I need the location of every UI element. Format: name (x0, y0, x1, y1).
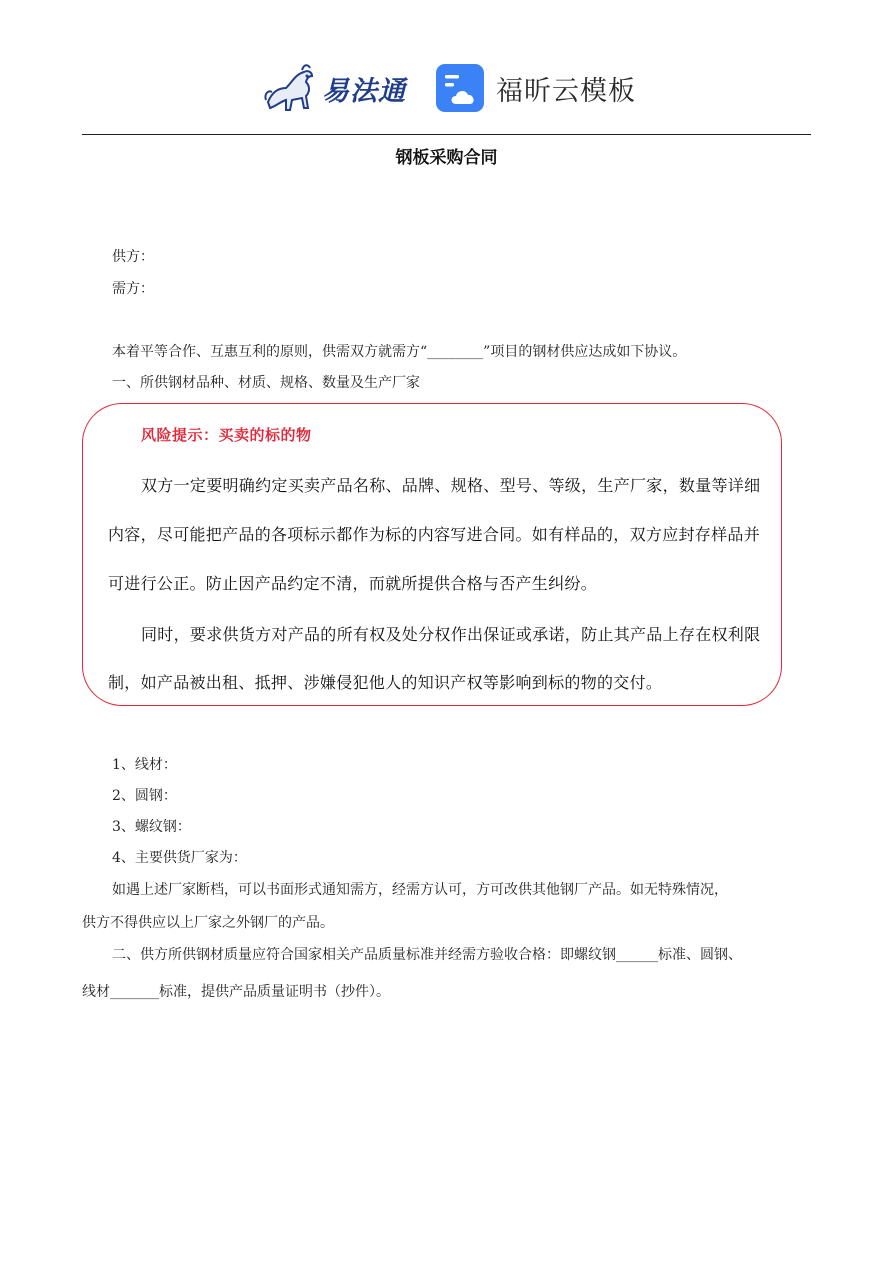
buyer-label: 需方： (112, 281, 154, 297)
list-item-rebar: 3、螺纹钢： (112, 819, 191, 835)
risk-text-line: 可进行公正。防止因产品约定不清，而就所提供合格与否产生纠纷。 (108, 574, 598, 593)
discontinue-paragraph-line2: 供方不得供应以上厂家之外钢厂的产品。 (82, 915, 334, 931)
header-divider (82, 134, 811, 135)
list-item-wire-rod: 1、线材： (112, 757, 177, 773)
discontinue-paragraph-line1: 如遇上述厂家断档，可以书面形式通知需方，经需方认可，方可改供其他钢厂产品。如无特殊情况， (112, 882, 728, 898)
supplier-label: 供方： (112, 249, 154, 265)
risk-text-line: 内容，尽可能把产品的各项标示都作为标的内容写进合同。如有样品的，双方应封存样品并 (108, 525, 761, 544)
section-2-line1: 二、供方所供钢材质量应符合国家相关产品质量标准并经需方验收合格：即螺纹钢______标准、圆钢、 (112, 947, 742, 963)
fuxin-logo-text: 福昕云模板 (496, 75, 636, 107)
risk-warning-box (82, 403, 782, 706)
list-item-main-suppliers: 4、主要供货厂家为： (112, 850, 247, 866)
document-title: 钢板采购合同 (395, 148, 498, 168)
yifatong-logo (262, 62, 406, 114)
cloud-document-icon (436, 64, 484, 112)
risk-text-line: 同时，要求供货方对产品的所有权及处分权作出保证或承诺，防止其产品上存在权利限 (141, 625, 761, 644)
yifatong-logo-text: 易法通 (322, 75, 406, 107)
fuxin-logo (436, 64, 636, 112)
section-2-line2: 线材_______标准，提供产品质量证明书（抄件）。 (82, 984, 390, 1000)
risk-warning-title: 风险提示：买卖的标的物 (141, 426, 312, 444)
section-1-heading: 一、所供钢材品种、材质、规格、数量及生产厂家 (112, 375, 420, 391)
risk-text-line: 双方一定要明确约定买卖产品名称、品牌、规格、型号、等级，生产厂家，数量等详细 (141, 476, 761, 495)
page-header (0, 56, 893, 126)
list-item-round-steel: 2、圆钢： (112, 788, 177, 804)
risk-text-line: 制，如产品被出租、抵押、涉嫌侵犯他人的知识产权等影响到标的物的交付。 (108, 673, 663, 692)
qilin-icon (262, 62, 318, 114)
intro-paragraph: 本着平等合作、互惠互利的原则，供需双方就需方“________”项目的钢材供应达成如下协议。 (112, 344, 687, 360)
